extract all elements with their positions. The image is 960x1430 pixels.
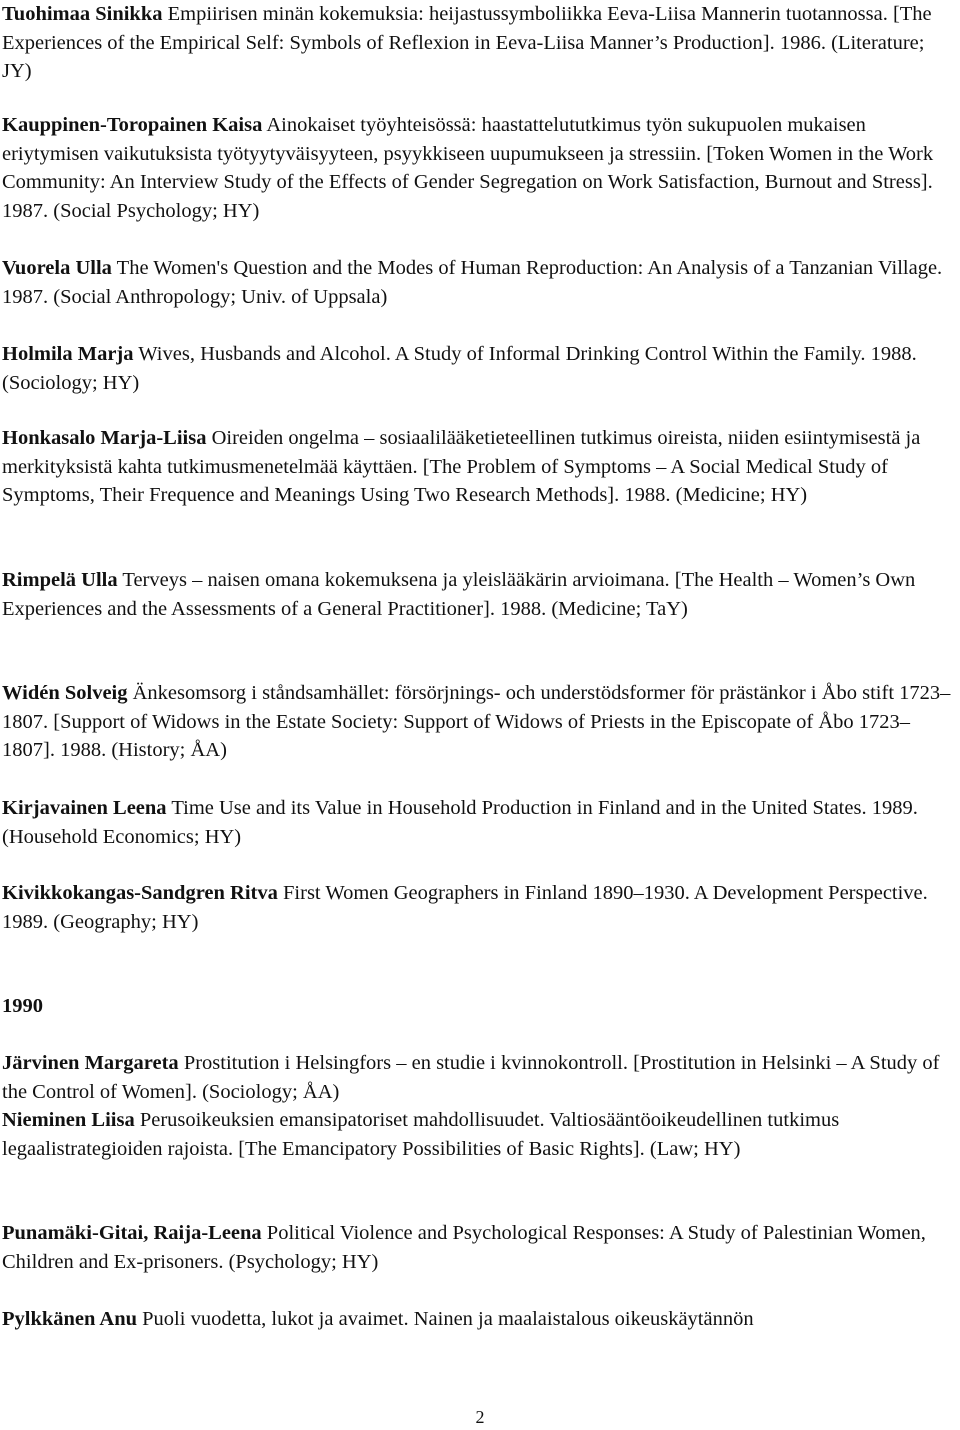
- entry-text: Empiirisen minän kokemuksia: heijastussymboliikka Eeva-Liisa Mannerin tuotannossa. [The Experiences of the Empirical Self: Symbols of Reflexion in Eeva-Liisa Manner’s Production]. 1986. (Literature; JY): [2, 3, 932, 82]
- entry-text: Ainokaiset työyhteisössä: haastattelututkimus työn sukupuolen mukaisen eriytymisen vaikutuksista työtyytyväisyyteen, psyykkiseen uupumukseen ja stressiin. [Token Women in the Work Community: An Interview Study of the Effects of Gender Segregation on Work Satisfaction, Burnout and Stress]. 1987. (Social Psychology; HY): [2, 114, 934, 222]
- entry-author: Kivikkokangas-Sandgren Ritva: [2, 882, 278, 904]
- entry-text: Time Use and its Value in Household Production in Finland and in the United States. 1989. (Household Economics; HY): [2, 797, 918, 848]
- bibliography-entry: [2, 1305, 754, 1334]
- entry-author: Widén Solveig: [2, 682, 128, 704]
- bibliography-entry: [2, 679, 957, 765]
- entry-text: Puoli vuodetta, lukot ja avaimet. Nainen ja maalaistalous oikeuskäytännön: [137, 1308, 754, 1330]
- bibliography-entry: [2, 1106, 957, 1163]
- entry-author: Järvinen Margareta: [2, 1052, 179, 1074]
- entry-text: First Women Geographers in Finland 1890–1930. A Development Perspective. 1989. (Geography; HY): [2, 882, 928, 933]
- bibliography-entry: [2, 111, 957, 225]
- bibliography-entry: [2, 566, 957, 623]
- entry-text: The Women's Question and the Modes of Human Reproduction: An Analysis of a Tanzanian Village. 1987. (Social Anthropology; Univ. of Uppsala): [2, 257, 943, 308]
- entry-text: Änkesomsorg i ståndsamhället: försörjnings- och understödsformer för prästänkor i Åbo stift 1723–1807. [Support of Widows in the Estate Society: Support of Widows of Priests in the Episcopate of Åbo 1723–1807]. 1988. (History; ÅA): [2, 682, 951, 761]
- bibliography-entry: [2, 1219, 957, 1276]
- entry-text: Political Violence and Psychological Responses: A Study of Palestinian Women, Children and Ex-prisoners. (Psychology; HY): [2, 1222, 926, 1273]
- entry-text: Prostitution i Helsingfors – en studie i kvinnokontroll. [Prostitution in Helsinki – A Study of the Control of Women]. (Sociology; ÅA): [2, 1052, 940, 1103]
- page-number: 2: [475, 1407, 485, 1427]
- entry-text: Perusoikeuksien emansipatoriset mahdollisuudet. Valtiosääntöoikeudellinen tutkimus legaalistrategioiden rajoista. [The Emancipatory Possibilities of Basic Rights]. (Law; HY): [2, 1109, 840, 1160]
- bibliography-entry: [2, 254, 957, 311]
- bibliography-entry: [2, 879, 957, 936]
- bibliography-entry: [2, 0, 957, 86]
- bibliography-entry: [2, 794, 957, 851]
- entry-author: Tuohimaa Sinikka: [2, 3, 163, 25]
- entry-author: Vuorela Ulla: [2, 257, 112, 279]
- bibliography-entry: [2, 340, 957, 397]
- entry-text: Wives, Husbands and Alcohol. A Study of Informal Drinking Control Within the Family. 1988. (Sociology; HY): [2, 343, 917, 394]
- bibliography-entry: [2, 424, 957, 510]
- entry-text: Terveys – naisen omana kokemuksena ja yleislääkärin arvioimana. [The Health – Women’s Own Experiences and the Assessments of a General Practitioner]. 1988. (Medicine; TaY): [2, 569, 916, 620]
- bibliography-entry: [2, 1049, 957, 1106]
- entry-author: Rimpelä Ulla: [2, 569, 118, 591]
- entry-author: Holmila Marja: [2, 343, 134, 365]
- entry-author: Pylkkänen Anu: [2, 1308, 138, 1330]
- entry-author: Punamäki-Gitai, Raija-Leena: [2, 1222, 262, 1244]
- entry-author: Honkasalo Marja-Liisa: [2, 427, 207, 449]
- year-heading: 1990: [2, 995, 43, 1017]
- entry-text: Oireiden ongelma – sosiaalilääketieteellinen tutkimus oireista, niiden esiintymisestä ja merkityksistä kahta tutkimusmenetelmää käyttäen. [The Problem of Symptoms – A Social Medical Study of Symptoms, Their Frequence and Meanings Using Two Research Methods]. 1988. (Medicine; HY): [2, 427, 921, 506]
- entry-author: Kauppinen-Toropainen Kaisa: [2, 114, 263, 136]
- entry-author: Nieminen Liisa: [2, 1109, 135, 1131]
- entry-author: Kirjavainen Leena: [2, 797, 167, 819]
